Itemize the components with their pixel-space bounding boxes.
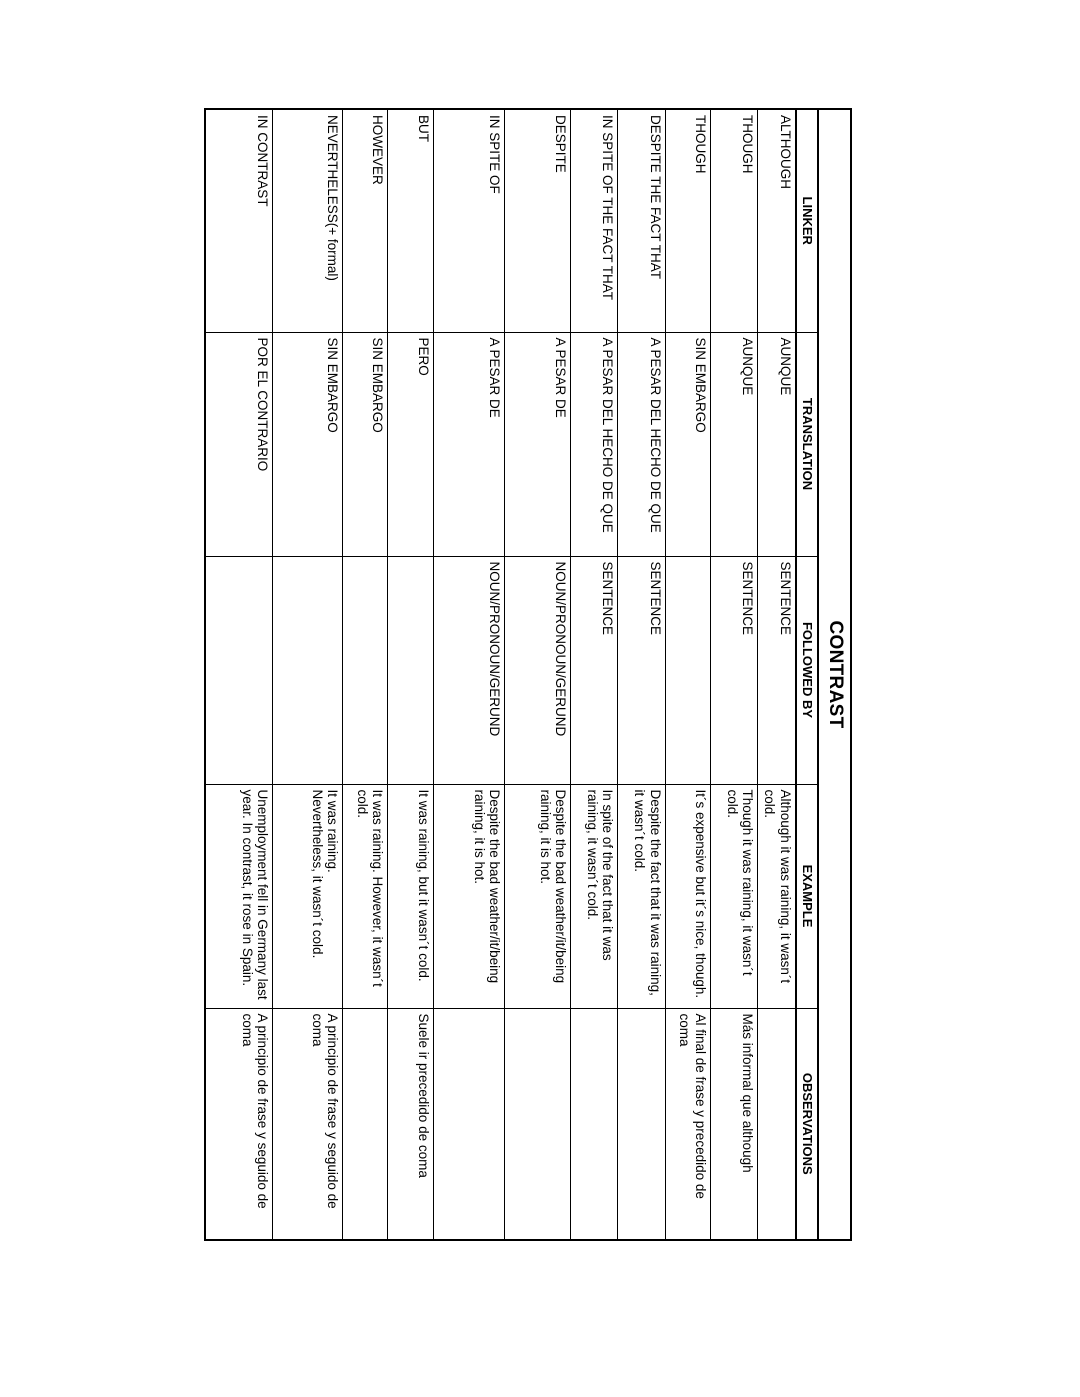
example-cell: Although it was raining, it wasn´t cold. <box>758 784 796 1008</box>
translation-cell: A PESAR DEL HECHO DE QUE <box>618 332 665 556</box>
translation-cell: SIN EMBARGO <box>273 332 343 556</box>
observations-cell <box>505 1008 571 1240</box>
translation-cell: A PESAR DE <box>433 332 505 556</box>
followed-by-cell: SENTENCE <box>758 556 796 784</box>
column-header-translation: TRANSLATION <box>796 332 819 556</box>
example-cell: Though it was raining, it wasn´t cold. <box>710 784 757 1008</box>
column-header-observations: OBSERVATIONS <box>796 1008 819 1240</box>
followed-by-cell: SENTENCE <box>710 556 757 784</box>
observations-cell: Más informal que although <box>710 1008 757 1240</box>
observations-cell <box>433 1008 505 1240</box>
title-row <box>818 109 851 1240</box>
linker-cell: BUT <box>388 109 433 332</box>
table-row <box>758 109 796 1240</box>
linker-cell: NEVERTHELESS(+ formal) <box>273 109 343 332</box>
translation-cell: PERO <box>388 332 433 556</box>
example-cell: It´s expensive but it´s nice, though. <box>665 784 710 1008</box>
observations-cell <box>618 1008 665 1240</box>
table-row <box>343 109 388 1240</box>
example-cell: In spite of the fact that it was raining, it wasn´t cold. <box>571 784 618 1008</box>
rotated-document-page <box>204 108 852 1239</box>
example-cell: Unemployment fell in Germany last year. In contrast, it rose in Spain. <box>205 784 273 1008</box>
followed-by-cell <box>665 556 710 784</box>
linker-cell: IN SPITE OF <box>433 109 505 332</box>
followed-by-cell <box>343 556 388 784</box>
linker-cell: IN SPITE OF THE FACT THAT <box>571 109 618 332</box>
observations-cell: Suele ir precedido de coma <box>388 1008 433 1240</box>
table-row <box>710 109 757 1240</box>
table-row <box>618 109 665 1240</box>
translation-cell: AUNQUE <box>710 332 757 556</box>
header-row <box>796 109 819 1240</box>
linker-cell: DESPITE <box>505 109 571 332</box>
example-cell: Despite the bad weather/it/being raining, it is hot. <box>433 784 505 1008</box>
observations-cell <box>343 1008 388 1240</box>
example-cell: Despite the bad weather/it/being raining, it is hot. <box>505 784 571 1008</box>
table-row <box>205 109 273 1240</box>
followed-by-cell: SENTENCE <box>618 556 665 784</box>
followed-by-cell <box>205 556 273 784</box>
followed-by-cell: NOUN/PRONOUN/GERUND <box>505 556 571 784</box>
table-row <box>388 109 433 1240</box>
linker-cell: THOUGH <box>665 109 710 332</box>
translation-cell: A PESAR DE <box>505 332 571 556</box>
translation-cell: SIN EMBARGO <box>343 332 388 556</box>
column-header-linker: LINKER <box>796 109 819 332</box>
table-row <box>505 109 571 1240</box>
linker-cell: DESPITE THE FACT THAT <box>618 109 665 332</box>
linker-cell: THOUGH <box>710 109 757 332</box>
example-cell: Despite the fact that it was raining, it wasn´t cold. <box>618 784 665 1008</box>
table-row <box>571 109 618 1240</box>
observations-cell <box>758 1008 796 1240</box>
translation-cell: AUNQUE <box>758 332 796 556</box>
followed-by-cell <box>388 556 433 784</box>
example-cell: It was raining, but it wasn´t cold. <box>388 784 433 1008</box>
followed-by-cell <box>273 556 343 784</box>
observations-cell <box>571 1008 618 1240</box>
linker-cell: ALTHOUGH <box>758 109 796 332</box>
table-title-cell <box>818 109 851 1240</box>
translation-cell: POR EL CONTRARIO <box>205 332 273 556</box>
table-row <box>273 109 343 1240</box>
linker-cell: IN CONTRAST <box>205 109 273 332</box>
observations-cell: A principio de frase y seguido de coma <box>273 1008 343 1240</box>
table-title: CONTRAST <box>824 620 846 729</box>
followed-by-cell: NOUN/PRONOUN/GERUND <box>433 556 505 784</box>
column-header-example: EXAMPLE <box>796 784 819 1008</box>
observations-cell: Al final de frase y precedido de coma <box>665 1008 710 1240</box>
linker-cell: HOWEVER <box>343 109 388 332</box>
table-row <box>433 109 505 1240</box>
translation-cell: A PESAR DEL HECHO DE QUE <box>571 332 618 556</box>
observations-cell: A principio de frase y seguido de coma <box>205 1008 273 1240</box>
table-row <box>665 109 710 1240</box>
column-header-followed-by: FOLLOWED BY <box>796 556 819 784</box>
contrast-linkers-table <box>204 108 852 1241</box>
followed-by-cell: SENTENCE <box>571 556 618 784</box>
example-cell: It was raining. However, it wasn´t cold. <box>343 784 388 1008</box>
translation-cell: SIN EMBARGO <box>665 332 710 556</box>
example-cell: It was raining. Nevertheless, it wasn´t cold. <box>273 784 343 1008</box>
